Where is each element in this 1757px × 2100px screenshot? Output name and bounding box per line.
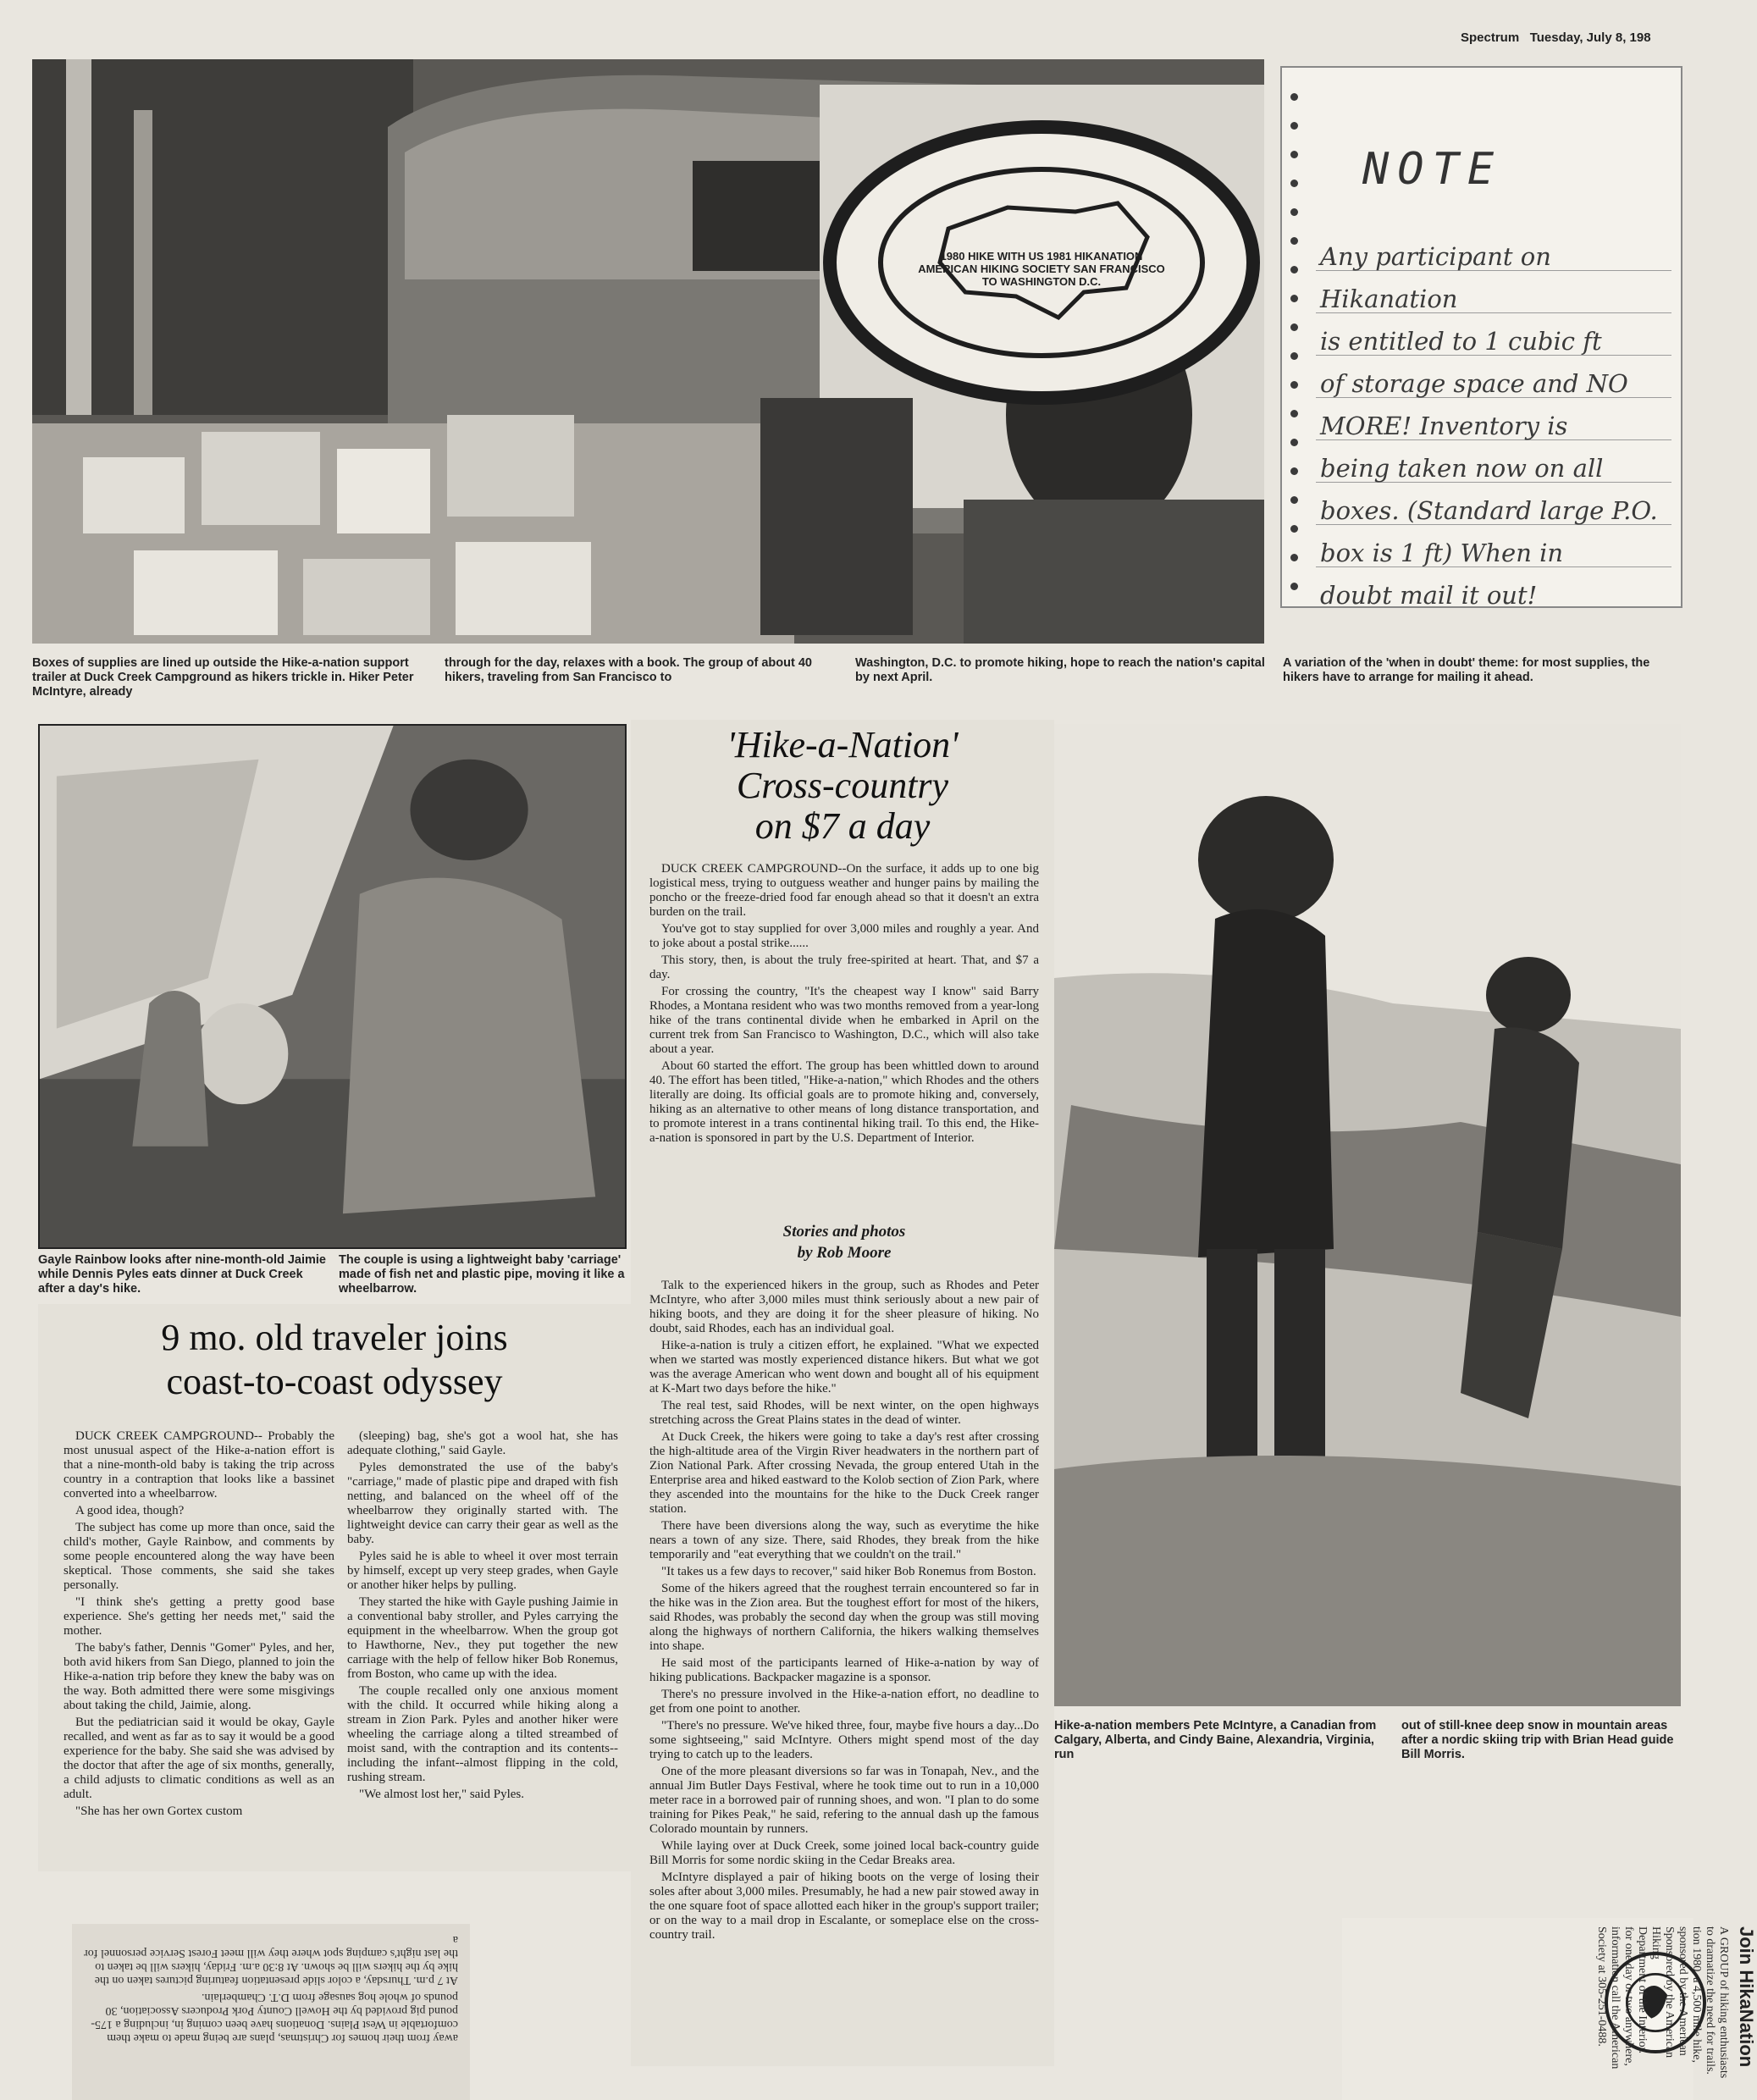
byline: by Rob Moore	[797, 1244, 892, 1262]
caption-note: A variation of the 'when in doubt' theme: for most supplies, the hikers have to arrange for mailing it ahead.	[1283, 656, 1650, 684]
paragraph: The baby's father, Dennis "Gomer" Pyles, and her, both avid hikers from San Diego, planned to join the Hike-a-nation trip before they knew the baby was on the way. Both admitted there were some misgivings about taking the child, Jaimie, along.	[64, 1641, 334, 1712]
paragraph: There's no pressure involved in the Hike-a-nation effort, no deadline to get from one point to another.	[649, 1688, 1039, 1716]
baby-column-1	[64, 1429, 334, 1821]
main-headline-line: 'Hike-a-Nation'	[727, 724, 959, 765]
caption-baby-1: Gayle Rainbow looks after nine-month-old Jaimie while Dennis Pyles eats dinner at Duck Creek after a day's hike.	[38, 1253, 326, 1296]
baby-column-2	[347, 1429, 618, 1804]
caption-trailer-2: through for the day, relaxes with a book. The group of about 40 hikers, traveling from San Francisco to	[445, 656, 812, 684]
clipping-line: to dramatize the need for trails.	[1704, 1926, 1716, 2075]
paragraph: Some of the hikers agreed that the roughest terrain encountered so far in the hike was in the Zion area. But the toughest effort for most of the hikers, said Rhodes, was probably the second day when the group was still moving along the highways of northern California, the hikers walking themselves into shape.	[649, 1582, 1039, 1653]
paragraph: DUCK CREEK CAMPGROUND--On the surface, it adds up to one big logistical mess, trying to outguess weather and hunger pains by mailing the poncho or the freeze-dried food far enough ahead so that it doesn't an extra burden on the trail.	[649, 862, 1039, 919]
byline-label: Stories and photos	[782, 1223, 906, 1241]
main-headline	[631, 720, 1054, 847]
main-article	[631, 720, 1054, 2066]
main-headline-line: Cross-country	[736, 765, 949, 806]
paragraph: At Duck Creek, the hikers were going to take a day's rest after crossing the high-altitude area of the Virgin River headwaters in the northern part of Zion National Park. After crossing Nevada, the group entered Utah in the Enterprise area and hiked eastward to the Kolob section of Zion Park, where they ascended into the mountains for the hike to the Duck Creek ranger station.	[649, 1430, 1039, 1516]
paragraph: He said most of the participants learned of Hike-a-nation by way of hiking publications. Backpacker magazine is a sponsor.	[649, 1656, 1039, 1684]
paragraph: For crossing the country, "It's the cheapest way I know" said Barry Rhodes, a Montana resident who was two months removed from a year-long hike of the trans continental divide when he embarked in April on the current trek from San Francisco to Washington, D.C., which will also take about a year.	[649, 985, 1039, 1056]
caption-hikers-1: Hike-a-nation members Pete McIntyre, a Canadian from Calgary, Alberta, and Cindy Baine, Alexandria, Virginia, run	[1054, 1719, 1377, 1761]
caption-hikers-2: out of still-knee deep snow in mountain areas after a nordic skiing trip with Brian Head guide Bill Morris.	[1401, 1719, 1674, 1761]
join-hikanation-clipping	[1342, 1918, 1757, 2100]
baby-headline-line: coast-to-coast odyssey	[166, 1361, 503, 1402]
caption-trailer-3: Washington, D.C. to promote hiking, hope to reach the nation's capital by next April.	[855, 656, 1265, 684]
paragraph: "I think she's getting a pretty good base experience. She's getting her needs met," said the mother.	[64, 1595, 334, 1638]
paragraph: But the pediatrician said it would be okay, Gayle recalled, and went as far as to say it would be a good experience for the baby. She said she was advised by the doctor that after the age of six months, generally, a child adjusts to climatic conditions as well as an adult.	[64, 1716, 334, 1801]
baby-article	[38, 1304, 631, 1871]
note-line: of storage space and NO	[1320, 369, 1628, 398]
note-line: is entitled to 1 cubic ft	[1320, 327, 1602, 356]
paragraph: McIntyre displayed a pair of hiking boots on the verge of losing their soles after about 3,000 miles. Presumably, he had a new pair stowed away in the one square foot of space allotted each hiker in the group's support trailer; or on the way to a mail drop in Escalante, or someplace else on the cross-country trail.	[649, 1871, 1039, 1942]
clipping-paragraph: away from their homes for Christmas, plans are being made to make them comfortable in West Plains. Donations have been coming in, including a 175-pound pig provided by the Howell County Pork Producers Association, 30 pounds of whole hog sausage from D.T. Chamberlain.	[91, 1991, 458, 2044]
note-line: boxes. (Standard large P.O.	[1320, 496, 1658, 525]
baby-headline	[38, 1304, 631, 1404]
main-bottom-text	[649, 1279, 1039, 1945]
paragraph: Pyles demonstrated the use of the baby's "carriage," made of plastic pipe and draped with fish netting, and balanced on the wheel off of the wheelbarrow they originally started with. The lightweight device can carry their gear as well as the baby.	[347, 1461, 618, 1546]
paragraph: Pyles said he is able to wheel it over most terrain by himself, except up very steep grades, when Gayle or another hiker helps by pulling.	[347, 1550, 618, 1592]
hikanation-logo	[821, 119, 1262, 406]
paragraph: While laying over at Duck Creek, some joined local back-country guide Bill Morris for some nordic skiing in the Cedar Breaks area.	[649, 1839, 1039, 1867]
paragraph: The couple recalled only one anxious moment with the child. It occurred while hiking along a stream in Zion Park. Pyles and another hiker were wheeling the carriage along a tilted streambed of moist sand, with the contraption and its contents--including the infant--almost flipping in the cold, rushing stream.	[347, 1684, 618, 1784]
paragraph: A good idea, though?	[75, 1504, 185, 1517]
paragraph: There have been diversions along the way, such as everytime the hike nears a town of any size. There, said Rhodes, they break from the hike temporarily and "eat everything that we couldn't on the trail."	[649, 1519, 1039, 1561]
note-line: MORE! Inventory is	[1320, 412, 1568, 440]
main-headline-line: on $7 a day	[754, 805, 931, 847]
clipping-line: Society at 305-251-0488.	[1595, 1926, 1608, 2047]
paragraph: The subject has come up more than once, said the child's mother, Gayle Rainbow, and comments by some people encountered along the way have been skeptical. Those comments, she said she takes personally.	[64, 1521, 334, 1592]
issue-date: Tuesday, July 8, 198	[1529, 30, 1651, 45]
clipping-line: sponsored by the American	[1677, 1926, 1689, 2056]
clipping-line: information call the American	[1609, 1926, 1622, 2070]
paragraph: They started the hike with Gayle pushing Jaimie in a conventional baby stroller, and Pyles carrying the equipment in the wheelbarrow. When the group got to Hawthorne, Nev., they put together the new carriage with the help of fellow hiker Bob Ronemus, from Boston, who came up with the idea.	[347, 1595, 618, 1681]
page-header	[1461, 30, 1693, 51]
clipping-line: tion 1980, a 4,500 mile hike,	[1690, 1926, 1703, 2063]
clipping-line: for one day or two anywhere,	[1622, 1926, 1635, 2066]
paragraph: You've got to stay supplied for over 3,000 miles and roughly a year. And to joke about a postal strike......	[649, 922, 1039, 950]
paragraph: "We almost lost her," said Pyles.	[359, 1788, 524, 1801]
upside-down-clipping	[72, 1924, 470, 2100]
paragraph: The real test, said Rhodes, will be next winter, on the open highways stretching across the Great Plains states in the dead of winter.	[649, 1399, 1039, 1427]
paragraph: DUCK CREEK CAMPGROUND-- Probably the most unusual aspect of the Hike-a-nation effort is that a nine-month-old baby is taking the trip across country in a contraption that looks like a bassinet converted into a wheelbarrow.	[64, 1429, 334, 1500]
note-line: box is 1 ft) When in	[1320, 539, 1564, 567]
paragraph: One of the more pleasant diversions so far was in Tonapah, Nev., and the annual Jim Butler Days Festival, where he took time out to run in a 10,000 meter race in a borrowed pair of running shoes, and won. "I plan to do some training for Pikes Peak," he said, refering to the annual dash up the famous Colorado mountain by runners.	[649, 1765, 1039, 1836]
paragraph: Hike-a-nation is truly a citizen effort, he explained. "What we expected when we started was mostly experienced distance hikers. But what we got was the average American who went down and bought all of his equipment at K-Mart two days before the hike."	[649, 1339, 1039, 1395]
clipping-title: Join HikaNation	[1736, 1926, 1757, 2068]
note-body	[1320, 235, 1676, 616]
byline-block	[649, 1221, 1039, 1263]
paragraph: "It takes us a few days to recover," said hiker Bob Ronemus from Boston.	[661, 1565, 1036, 1578]
paragraph: This story, then, is about the truly free-spirited at heart. That, and $7 a day.	[649, 953, 1039, 981]
hikers-photo	[1054, 724, 1681, 1706]
paragraph: (sleeping) bag, she's got a wool hat, she has adequate clothing," said Gayle.	[347, 1429, 618, 1457]
note-title: NOTE	[1362, 144, 1503, 195]
logo-text: 1980 HIKE WITH US 1981 HIKANATION AMERICAN HIKING SOCIETY SAN FRANCISCO TO WASHINGTON D.C.	[918, 250, 1165, 288]
note-line: doubt mail it out!	[1320, 581, 1538, 610]
clipping-line: Sponsored by the American Hiking	[1649, 1926, 1676, 2059]
baby-photo	[38, 724, 627, 1249]
main-top-text	[649, 862, 1039, 1148]
caption-trailer-1: Boxes of supplies are lined up outside the Hike-a-nation support trailer at Duck Creek Campground as hikers trickle in. Hiker Peter McIntyre, already	[32, 656, 414, 699]
baby-headline-line: 9 mo. old traveler joins	[161, 1317, 508, 1358]
paragraph: "There's no pressure. We've hiked three, four, maybe five hours a day...Do some sightseeing," said McIntyre. Others might spend most of the day trying to catch up to the leaders.	[649, 1719, 1039, 1761]
clipping-paragraph: At 7 p.m. Thursday, a color slide presentation featuring pictures taken on the hike by the hikers will be shown. At 8:30 a.m. Friday, hikers will be taken to the last night's camping spot where they will meet Forest Service personnel for a	[84, 1933, 458, 1987]
paragraph: "She has her own Gortex custom	[75, 1804, 243, 1818]
clipping-rotated-text	[1418, 1926, 1757, 2087]
note-card	[1280, 66, 1682, 608]
clipping-line: Department of the Interior.	[1636, 1926, 1649, 2054]
clipping-line: A GROUP of hiking enthusiasts	[1717, 1926, 1730, 2079]
note-line: being taken now on all	[1320, 454, 1604, 483]
clipping-text	[72, 1924, 470, 2053]
paragraph: About 60 started the effort. The group has been whittled down to around 40. The effort has been titled, "Hike-a-nation," which Rhodes and the others literally are doing. Its official goals are to promote hiking and, conversely, hiking as an alternative to other means of long distance transportation, and to promote interest in a trans continental hiking trail. To this end, the Hike-a-nation is sponsored in part by the U.S. Department of Interior.	[649, 1059, 1039, 1145]
caption-baby-2: The couple is using a lightweight baby 'carriage' made of fish net and plastic pipe, moving it like a wheelbarrow.	[339, 1253, 625, 1296]
spiral-binding	[1290, 93, 1301, 601]
paragraph: Talk to the experienced hikers in the group, such as Rhodes and Peter McIntyre, who after 3,000 miles must think seriously about a new pair of hiking boots, and they are doing it for the sheer pleasure of hiking. No doubt, said Rhodes, each has an individual goal.	[649, 1279, 1039, 1335]
note-line: Any participant on Hikanation	[1320, 242, 1551, 313]
section-name: Spectrum	[1461, 30, 1520, 45]
